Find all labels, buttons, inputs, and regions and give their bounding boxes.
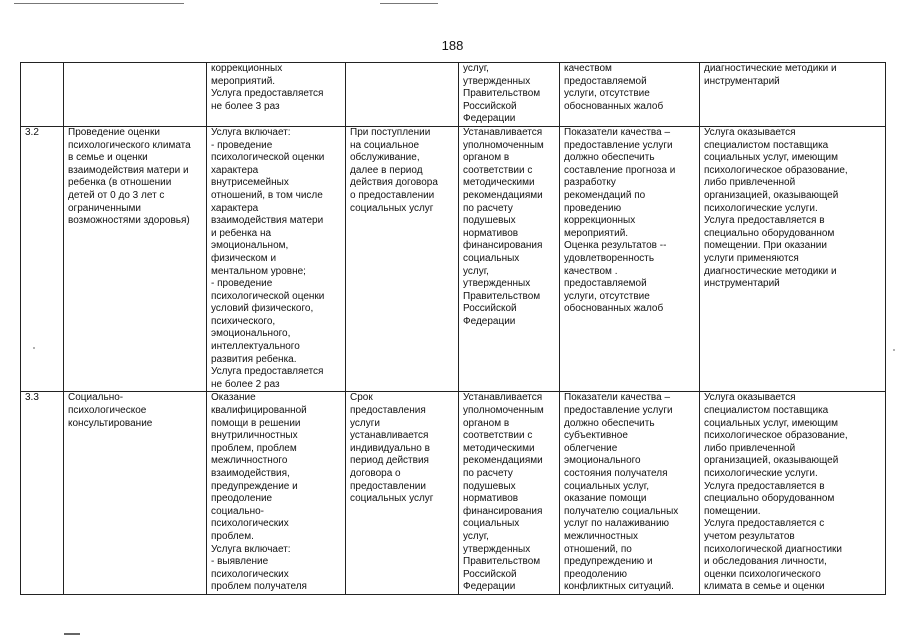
- cell-service-term: Срок предоставления услуги устанавливается индивидуально в период действия договора о предоставлении социальных услуг: [346, 392, 459, 595]
- cell-service-content: Оказание квалифицированной помощи в решении внутриличностных проблем, проблем межличностного взаимодействия, предупреждение и преодоление социально- психологических проблем. Услуга включает: - выявление психологических проблем получателя: [207, 392, 346, 595]
- cell-quality-indicators: Показатели качества – предоставление услуги должно обеспечить составление прогноза и разработку рекомендаций по проведению коррекционных мероприятий. Оценка результатов -- удовлетворенность качеством . предоставляемой услуги, отсутствие обоснованных жалоб: [560, 126, 700, 391]
- scan-bottom-mark: [64, 633, 80, 635]
- scan-speck: [893, 349, 895, 351]
- cell-service-conditions: Услуга оказывается специалистом поставщика социальных услуг, имеющим психологическое образование, либо привлеченной организацией, оказывающей психологические услуги. Услуга предоставляется в специально оборудованном помещении. При оказании услуги применяются диагностические методики и инструментарий: [700, 126, 886, 391]
- table-row: [21, 126, 886, 391]
- page-number: 188: [441, 38, 464, 53]
- cell-service-content: Услуга включает: - проведение психологической оценки характера внутрисемейных отношений, в том числе характера взаимодействия матери и ребенка на эмоциональном, физическом и ментальном уровне; - проведение психологической оценки условий физического, психического, эмоционального, интеллектуального развития ребенка. Услуга предоставляется не более 2 раз: [207, 126, 346, 391]
- cell-number: [21, 63, 64, 127]
- cell-service-name: Социально- психологическое консультирование: [64, 392, 207, 595]
- cell-per-capita-norms: Устанавливается уполномоченным органом в соответствии с методическими рекомендациями по расчету подушевых нормативов финансирования социальных услуг, утвержденных Правительством Российской Федерации: [459, 126, 560, 391]
- cell-service-name: [64, 63, 207, 127]
- cell-service-conditions: Услуга оказывается специалистом поставщика социальных услуг, имеющим психологическое образование, либо привлеченной организацией, оказывающей психологические услуги. Услуга предоставляется в специально оборудованном помещении. Услуга предоставляется с учетом результатов психологической диагностики и обследования личности, оценки психологического климата в семье и оценки: [700, 392, 886, 595]
- table-row: [21, 63, 886, 127]
- cell-quality-indicators: Показатели качества – предоставление услуги должно обеспечить субъективное облегчение эмоционального состояния получателя социальных услуг, оказание помощи получателю социальных услуг по налаживанию межличностных отношений, по предупреждению и преодолению конфликтных ситуаций.: [560, 392, 700, 595]
- cell-number: 3.2: [21, 126, 64, 391]
- scan-speck: [33, 347, 35, 349]
- services-table: [20, 62, 886, 595]
- cell-service-name: Проведение оценки психологического климата в семье и оценки взаимодействия матери и ребенка (в отношении детей от 0 до 3 лет с ограниченными возможностями здоровья): [64, 126, 207, 391]
- scan-top-rule-right: [380, 3, 438, 4]
- cell-quality-indicators: качеством предоставляемой услуги, отсутствие обоснованных жалоб: [560, 63, 700, 127]
- cell-number: 3.3: [21, 392, 64, 595]
- cell-service-term: [346, 63, 459, 127]
- cell-service-content: коррекционных мероприятий. Услуга предоставляется не более 3 раз: [207, 63, 346, 127]
- cell-service-term: При поступлении на социальное обслуживание, далее в период действия договора о предоставлении социальных услуг: [346, 126, 459, 391]
- table-row: [21, 392, 886, 595]
- cell-per-capita-norms: Устанавливается уполномоченным органом в соответствии с методическими рекомендациями по расчету подушевых нормативов финансирования социальных услуг, утвержденных Правительством Российской Федерации: [459, 392, 560, 595]
- scan-top-rule-left: [14, 3, 184, 4]
- cell-service-conditions: диагностические методики и инструментарий: [700, 63, 886, 127]
- cell-per-capita-norms: услуг, утвержденных Правительством Российской Федерации: [459, 63, 560, 127]
